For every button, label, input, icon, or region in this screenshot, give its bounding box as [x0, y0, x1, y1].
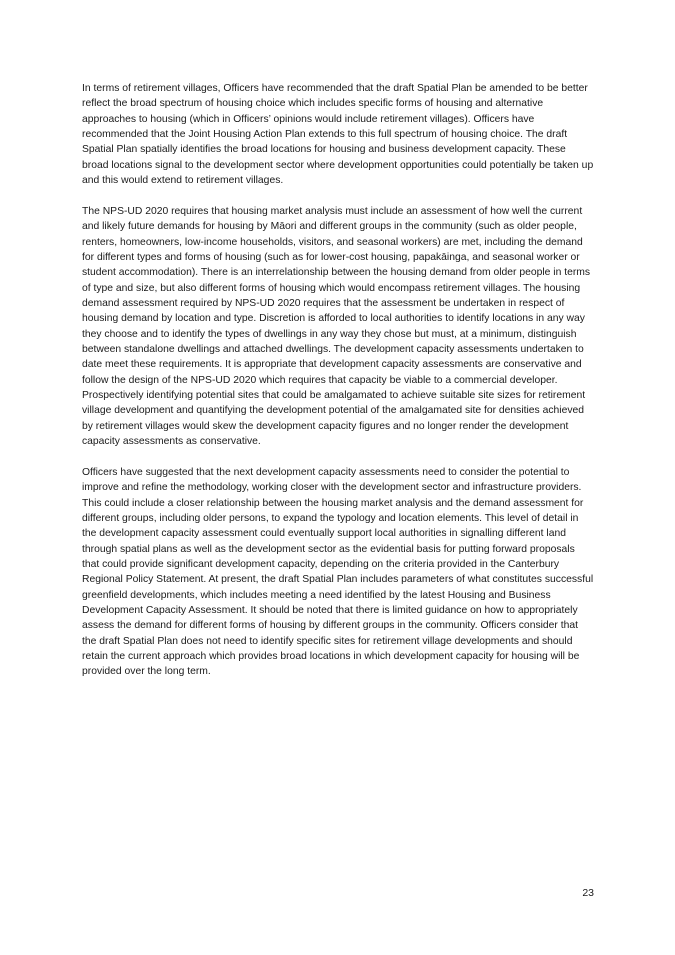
paragraph-capacity-assessment-improvements: Officers have suggested that the next development capacity assessments need to consider the potential to improve and refine the methodology, working closer with the development sector and infrastructure providers. This could include a closer relationship between the housing market analysis and the demand assessment for different groups, including older persons, to expand the typology and location elements. This level of detail in the development capacity assessment could eventually support local authorities in signalling different land through spatial plans as well as the development sector as the evidential basis for putting forward proposals that could provide significant development capacity, depending on the criteria provided in the Canterbury Regional Policy Statement. At present, the draft Spatial Plan includes parameters of what constitutes successful greenfield developments, which includes meeting a need identified by the latest Housing and Business Development Capacity Assessment. It should be noted that there is limited guidance on how to appropriately assess the demand for different forms of housing by different groups in the community. Officers consider that the draft Spatial Plan does not need to identify specific sites for retirement village developments and should retain the current approach which provides broad locations in which development capacity for housing will be provided over the long term. [82, 466, 594, 678]
paragraph-nps-ud-housing-analysis: The NPS-UD 2020 requires that housing market analysis must include an assessment of how well the current and likely future demands for housing by Māori and different groups in the community (such as older people, renters, homeowners, low-income households, visitors, and seasonal workers) are met, including the demand for different types and forms of housing (such as for lower-cost housing, papakāinga, and seasonal worker or student accommodation). There is an interrelationship between the housing demand from older people in terms of type and size, but also different forms of housing which would encompass retirement villages. The housing demand assessment required by NPS-UD 2020 requires that the assessment be undertaken in respect of housing demand by location and type. Discretion is afforded to local authorities to identify locations in any way they choose and to identify the types of dwellings in any way they chose but must, at a minimum, distinguish between standalone dwellings and attached dwellings. The development capacity assessments undertaken to date meet these requirements. It is appropriate that development capacity assessments are conservative and follow the design of the NPS-UD 2020 which requires that capacity be viable to a commercial developer. Prospectively identifying potential sites that could be amalgamated to achieve suitable site sizes for retirement village development and quantifying the development potential of the amalgamated site for densities achieved by retirement villages would skew the development capacity figures and no longer render the development capacity assessments as conservative. [82, 205, 591, 448]
page-number: 23 [582, 887, 594, 899]
page-body [82, 81, 594, 695]
paragraph-retirement-villages: In terms of retirement villages, Officers have recommended that the draft Spatial Plan be amended to be better reflect the broad spectrum of housing choice which includes specific forms of housing and alternative approaches to housing (which in Officers’ opinions would include retirement villages). Officers have recommended that the Joint Housing Action Plan extends to this full spectrum of housing choice. The draft Spatial Plan spatially identifies the broad locations for housing and business development capacity. These broad locations signal to the development sector where development opportunities could potentially be taken up and this would extend to retirement villages. [82, 83, 594, 187]
